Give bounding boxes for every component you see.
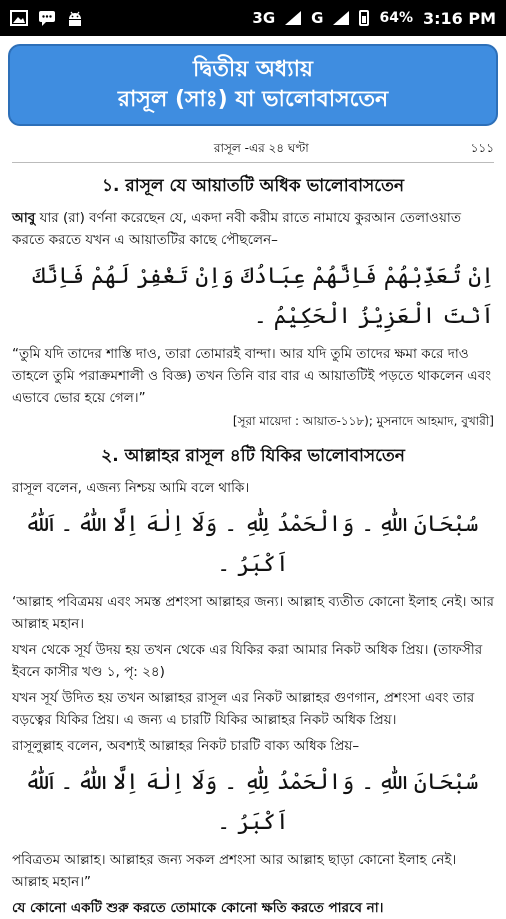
- paragraph: রাসূলুল্লাহ বলেন, অবশ্যই আল্লাহর নিকট চারটি বাক্য অধিক প্রিয়–: [12, 738, 360, 754]
- arabic-dhikr-2: سُبْحَانَ اللّٰهِ ۔ وَالْحَمْدُ لِلّٰهِ ۔ وَلَا اِلٰهَ اِلَّا اللّٰهُ ۔ اَللّٰهُ اَكْبَرُ ۔: [27, 770, 479, 835]
- paragraph: পবিত্রতম আল্লাহ। আল্লাহর জন্য সকল প্রশংসা আর আল্লাহ ছাড়া কোনো ইলাহ নেই। আল্লাহ মহান।”: [12, 852, 457, 890]
- paragraph-lead: আবু: [12, 210, 36, 226]
- book-page[interactable]: [8, 136, 498, 916]
- signal-icon-2: [333, 11, 349, 25]
- paragraph: রাসূল বলেন, এজন্য নিশ্চয় আমি বলে থাকি।: [12, 480, 250, 496]
- page-number: ১১১: [470, 141, 494, 155]
- chapter-subtitle: রাসূল (সাঃ) যা ভালোবাসতেন: [117, 87, 389, 112]
- image-icon: [10, 9, 28, 27]
- paragraph: [12, 207, 494, 251]
- running-title: রাসূল -এর ২৪ ঘণ্টা: [213, 141, 309, 155]
- paragraph: যখন থেকে সূর্য উদয় হয় তখন থেকে এর যিকির করা আমার নিকট অধিক প্রিয়। (তাফসীর ইবনে কাসীর খণ্ড ১, পৃ: ২৪): [12, 642, 483, 680]
- network-type: 3G: [252, 9, 276, 27]
- reference: [সূরা মায়েদা : আয়াত-১১৮); মুসনাদে আহমাদ, বুখারী]: [232, 414, 494, 428]
- section-heading-1: ১. রাসূল যে আয়াতটি অধিক ভালোবাসতেন: [102, 176, 404, 196]
- battery-percent: 64%: [379, 10, 413, 26]
- paragraph-text: যার (রা) বর্ণনা করেছেন যে, একদা নবী করীম রাতে নামাযে কুরআন তেলাওয়াত করতে করতে যখন এ আয়াতটির কাছে পৌছলেন–: [12, 210, 461, 248]
- network-type-2: G: [311, 9, 324, 27]
- status-bar: [0, 0, 506, 36]
- translation: “তুমি যদি তাদের শাস্তি দাও, তারা তোমারই বান্দা। আর যদি তুমি তাদের ক্ষমা করে দাও তাহলে তুমি পরাক্রমশালী ও বিজ্ঞ) তখন তিনি বার বার এ আয়াতটিই পড়তে থাকলেন এবং এভাবে ভোর হয়ে গেল।”: [12, 346, 492, 406]
- paragraph: যে কোনো একটি শুরু করতে তোমাকে কোনো ক্ষতি করতে পারবে না।: [12, 900, 384, 916]
- status-system: [252, 9, 496, 28]
- arabic-dhikr: سُبْحَانَ اللّٰهِ ۔ وَالْحَمْدُ لِلّٰهِ ۔ وَلَا اِلٰهَ اِلَّا اللّٰهُ ۔ اَللّٰهُ اَكْبَرُ ۔: [27, 512, 479, 577]
- status-notifications: [10, 9, 84, 27]
- signal-icon: [285, 11, 301, 25]
- section-heading-2: ২. আল্লাহর রাসূল ৪টি যিকির ভালোবাসতেন: [101, 446, 405, 466]
- clock: 3:16 PM: [422, 8, 496, 28]
- battery-icon: [359, 10, 369, 26]
- running-header: [12, 136, 494, 163]
- arabic-verse: اِنْ تُعَذِّبْهُمْ فَاِنَّهُمْ عِبَادُكَ وَاِنْ تَغْفِرْ لَهُمْ فَاِنَّكَ اَنْتَ الْعَزِيْزُ الْحَكِيْمُ ۔: [32, 264, 494, 329]
- chapter-title: দ্বিতীয় অধ্যায়: [193, 57, 313, 82]
- paragraph: ‘আল্লাহ পবিত্রময় এবং সমস্ত প্রশংসা আল্লাহর জন্য। আল্লাহ ব্যতীত কোনো ইলাহ নেই। আর আল্লাহ মহান।: [12, 594, 494, 632]
- message-icon: [38, 9, 56, 27]
- android-icon: [66, 9, 84, 27]
- chapter-header: [8, 44, 498, 126]
- paragraph: যখন সূর্য উদিত হয় তখন আল্লাহর রাসূল এর নিকট আল্লাহর গুণগান, প্রশংসা এবং তার বড়ত্বের যিকির প্রিয়। এ জন্য এ চারটি যিকির আল্লাহর নিকট অধিক প্রিয়।: [12, 690, 475, 728]
